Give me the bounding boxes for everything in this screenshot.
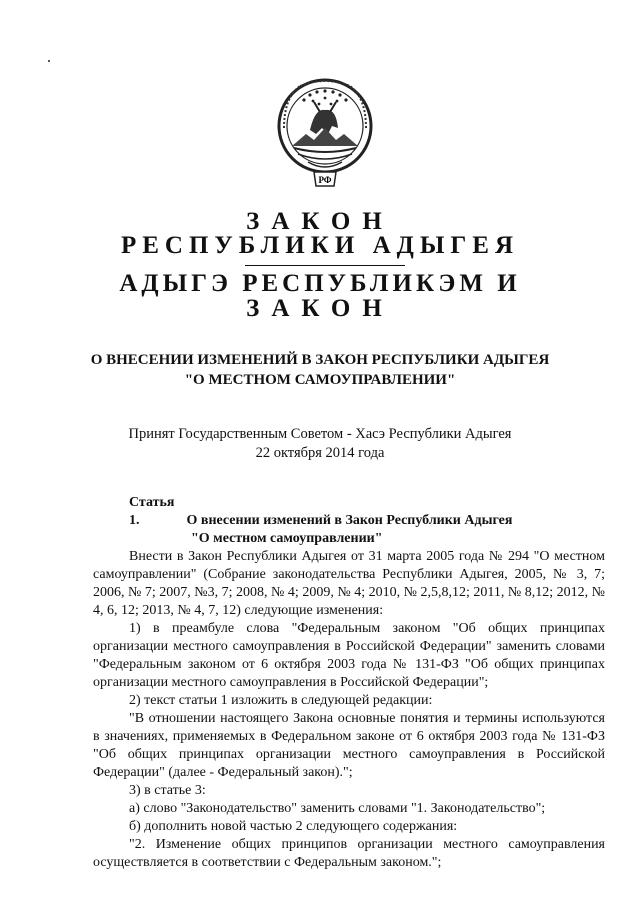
adoption-date: 22 октября 2014 года xyxy=(255,445,385,461)
item-1: 1) в преамбуле слова "Федеральным законом "Об общих принципах организации местного самоуправления в Российской Федерации" заменить словами "Федеральным законом от 6 октября 2003 года № 131-ФЗ "Об общих принципах организации местного самоуправления в Российской Федерации"; xyxy=(93,621,605,690)
title-line-2: РЕСПУБЛИКИ АДЫГЕЯ xyxy=(120,232,520,259)
item-3: 3) в статье 3: xyxy=(129,783,206,798)
article-intro: Внести в Закон Республики Адыгея от 31 марта 2005 года № 294 "О местном самоуправлении" (Собрание законодательства Республики Адыгея, 2005, № 3, 7; 2006, № 7; 2007, №3, 7; 2008, № 4; 2009, № 4; 2010, № 2,5,8,12; 2011, № 8,12; 2012, № 4, 6, 12; 2013, № 4, 7, 12) следующие изменения: xyxy=(93,549,605,618)
article-1 xyxy=(93,494,605,872)
adoption-body: Принят Государственным Советом - Хасэ Республики Адыгея xyxy=(128,426,512,442)
item-3b-quote: "2. Изменение общих принципов организации местного самоуправления осуществляется в соответствии с Федеральным законом."; xyxy=(93,837,605,870)
article-title-line-2: "О местном самоуправлении" xyxy=(191,531,383,546)
emblem-bottom-text: РФ xyxy=(318,175,332,185)
item-2: 2) текст статьи 1 изложить в следующей редакции: xyxy=(129,693,433,708)
item-2-quote: "В отношении настоящего Закона основные понятия и термины используются в значениях, применяемых в Федеральном законе от 6 октября 2003 года № 131-ФЗ "Об общих принципах организации местного самоуправления в Российской Федерации" (далее - Федеральный закон)."; xyxy=(93,711,605,780)
subject-line-2: "О МЕСТНОМ САМОУПРАВЛЕНИИ" xyxy=(184,372,456,388)
title-line-4: ЗАКОН xyxy=(246,295,394,322)
item-3a: а) слово "Законодательство" заменить словами "1. Законодательство"; xyxy=(129,801,546,816)
coat-of-arms-emblem xyxy=(270,68,380,198)
law-subject xyxy=(60,350,580,390)
article-heading xyxy=(93,494,605,548)
article-title-line-1: О внесении изменений в Закон Республики Адыгея xyxy=(186,513,513,528)
title-divider xyxy=(245,265,405,266)
article-number: Статья 1. xyxy=(129,495,175,528)
title-line-1: ЗАКОН xyxy=(246,208,394,235)
item-3b: б) дополнить новой частью 2 следующего содержания: xyxy=(129,819,458,834)
subject-line-1: О ВНЕСЕНИИ ИЗМЕНЕНИЙ В ЗАКОН РЕСПУБЛИКИ АДЫГЕЯ xyxy=(90,352,550,368)
title-line-3: АДЫГЭ РЕСПУБЛИКЭМ И xyxy=(119,270,521,297)
scan-speck xyxy=(48,60,50,62)
adoption-note xyxy=(60,425,580,463)
